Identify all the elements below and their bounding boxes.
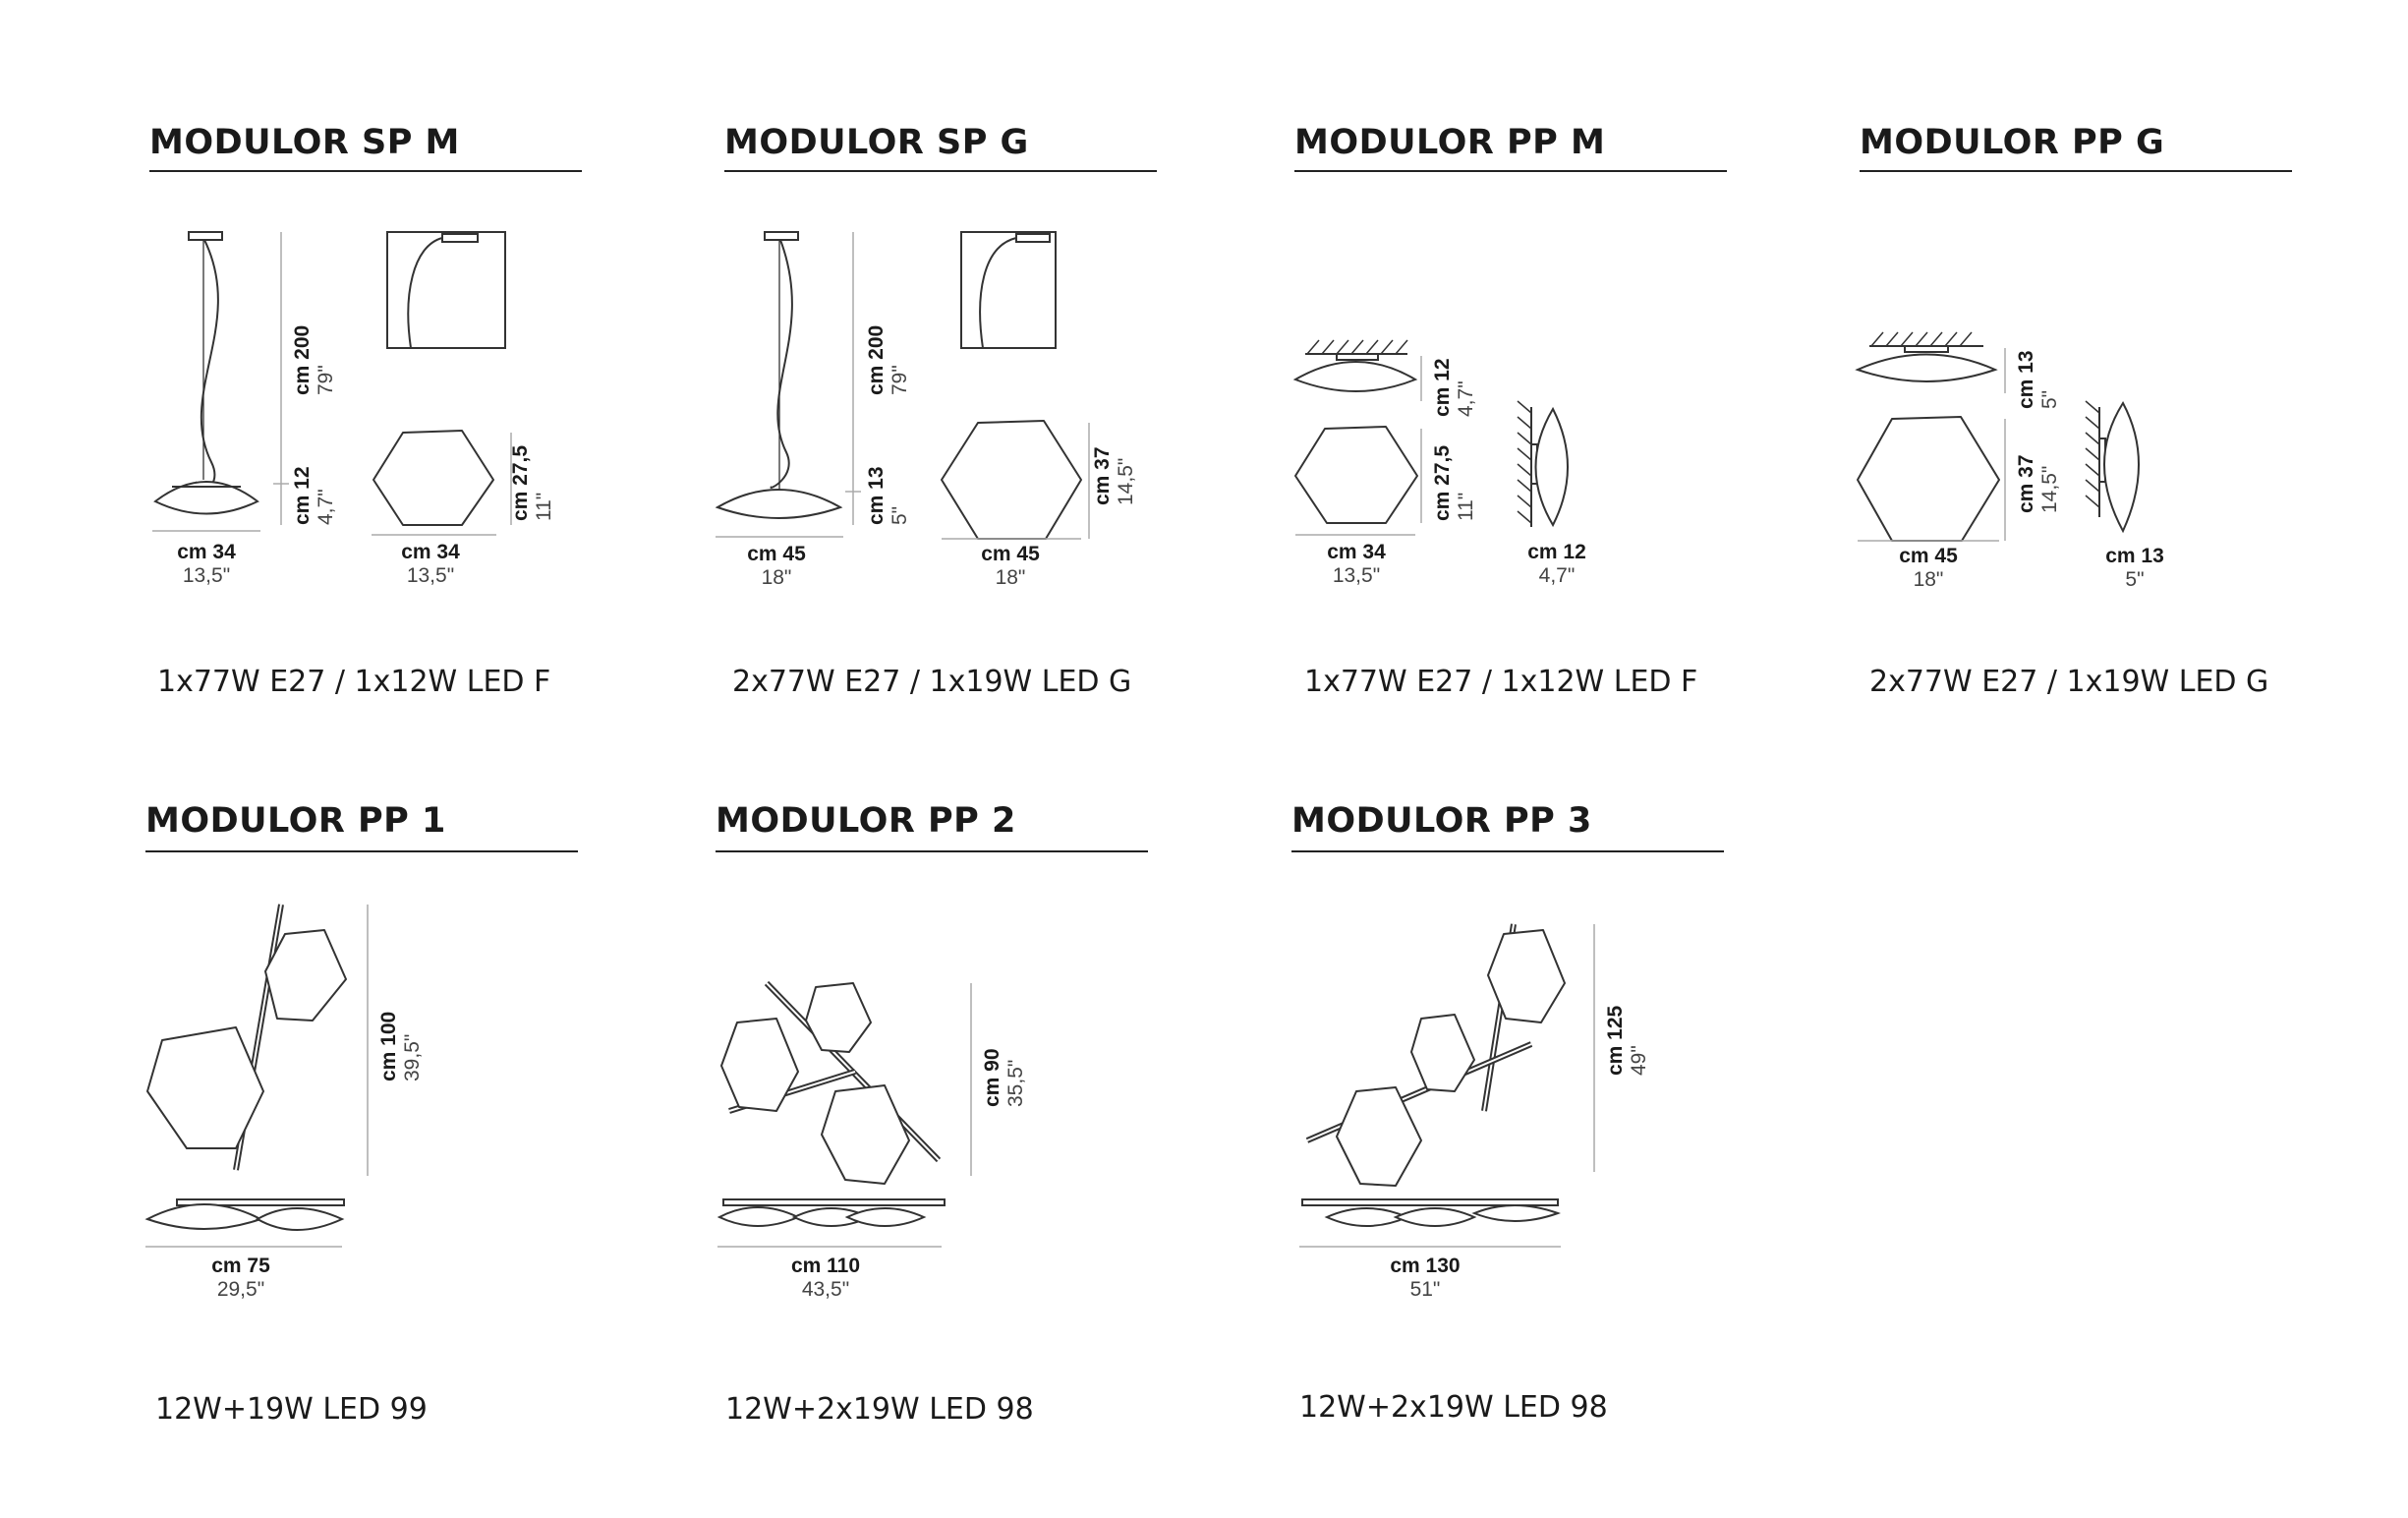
dim-diffuser-width-sp-m: cm 34 13,5" — [401, 541, 460, 588]
product-spec-pp-g: 2x77W E27 / 1x19W LED G — [1869, 665, 2269, 699]
product-title-pp-g: MODULOR PP G — [1860, 123, 2165, 162]
dim-height-sp-g: cm 200 79" — [865, 324, 912, 395]
dim-height-sp-m: cm 200 79" — [291, 324, 338, 395]
dim-diffuser-depth-pp-m: cm 27,5 11" — [1431, 444, 1478, 521]
product-spec-sp-m: 1x77W E27 / 1x12W LED F — [157, 665, 551, 699]
dim-height-pp-1: cm 100 39,5" — [377, 1011, 425, 1081]
product-spec-pp-3: 12W+2x19W LED 98 — [1299, 1390, 1608, 1425]
dim-diffuser-height-sp-m: cm 12 4,7" — [291, 466, 338, 525]
dim-wall-depth-pp-m: cm 12 4,7" — [1527, 541, 1586, 588]
product-title-pp-3: MODULOR PP 3 — [1291, 801, 1592, 841]
dim-height-pp-2: cm 90 35,5" — [981, 1048, 1028, 1107]
wall-side-pp-g — [2086, 401, 2139, 531]
wall-side-pp-m — [1518, 401, 1568, 527]
dim-diffuser-width-sp-g: cm 45 18" — [981, 543, 1040, 590]
dim-width-pp-3: cm 130 51" — [1390, 1255, 1461, 1302]
ceiling-side-pp-m — [1295, 340, 1421, 401]
product-spec-pp-2: 12W+2x19W LED 98 — [725, 1392, 1034, 1427]
composition-front-pp-3 — [1307, 924, 1594, 1186]
dim-height-pp-3: cm 125 49" — [1604, 1005, 1651, 1076]
dim-diffuser-depth-sp-m: cm 27,5 11" — [509, 444, 556, 521]
composition-front-pp-1 — [147, 905, 368, 1176]
product-spec-pp-m: 1x77W E27 / 1x12W LED F — [1304, 665, 1698, 699]
product-title-pp-1: MODULOR PP 1 — [145, 801, 446, 841]
composition-side-pp-2 — [717, 1199, 945, 1247]
diffuser-top-sp-g — [942, 421, 1089, 539]
composition-side-pp-1 — [145, 1199, 344, 1247]
product-title-sp-g: MODULOR SP G — [724, 123, 1029, 162]
dim-width-sp-g: cm 45 18" — [747, 543, 806, 590]
dim-width-pp-g: cm 45 18" — [1899, 545, 1958, 592]
dim-width-pp-1: cm 75 29,5" — [211, 1255, 270, 1302]
product-spec-sp-g: 2x77W E27 / 1x19W LED G — [732, 665, 1132, 699]
composition-side-pp-3 — [1299, 1199, 1561, 1247]
dim-width-pp-2: cm 110 43,5" — [790, 1255, 861, 1302]
product-title-pp-m: MODULOR PP M — [1294, 123, 1606, 162]
dim-height-pp-m: cm 12 4,7" — [1431, 358, 1478, 417]
pendant-drawing-sp-g — [716, 232, 861, 537]
diffuser-top-pp-m — [1295, 427, 1421, 535]
dim-wall-depth-pp-g: cm 13 5" — [2105, 545, 2164, 592]
room-view-sp-g — [961, 232, 1056, 348]
ceiling-side-pp-g — [1858, 332, 2005, 393]
product-title-pp-2: MODULOR PP 2 — [716, 801, 1016, 841]
room-view-sp-m — [387, 232, 505, 348]
pendant-drawing-sp-m — [152, 232, 289, 531]
composition-front-pp-2 — [721, 983, 971, 1184]
dim-diffuser-height-sp-g: cm 13 5" — [865, 466, 912, 525]
diffuser-top-sp-m — [372, 431, 511, 535]
diffuser-top-pp-g — [1858, 417, 2005, 541]
product-spec-pp-1: 12W+19W LED 99 — [155, 1392, 428, 1427]
dim-height-pp-g: cm 13 5" — [2015, 350, 2062, 409]
dim-width-pp-m: cm 34 13,5" — [1327, 541, 1386, 588]
dim-width-sp-m: cm 34 13,5" — [177, 541, 236, 588]
dim-diffuser-depth-sp-g: cm 37 14,5" — [1091, 446, 1138, 505]
dim-diffuser-depth-pp-g: cm 37 14,5" — [2015, 454, 2062, 513]
product-title-sp-m: MODULOR SP M — [149, 123, 460, 162]
